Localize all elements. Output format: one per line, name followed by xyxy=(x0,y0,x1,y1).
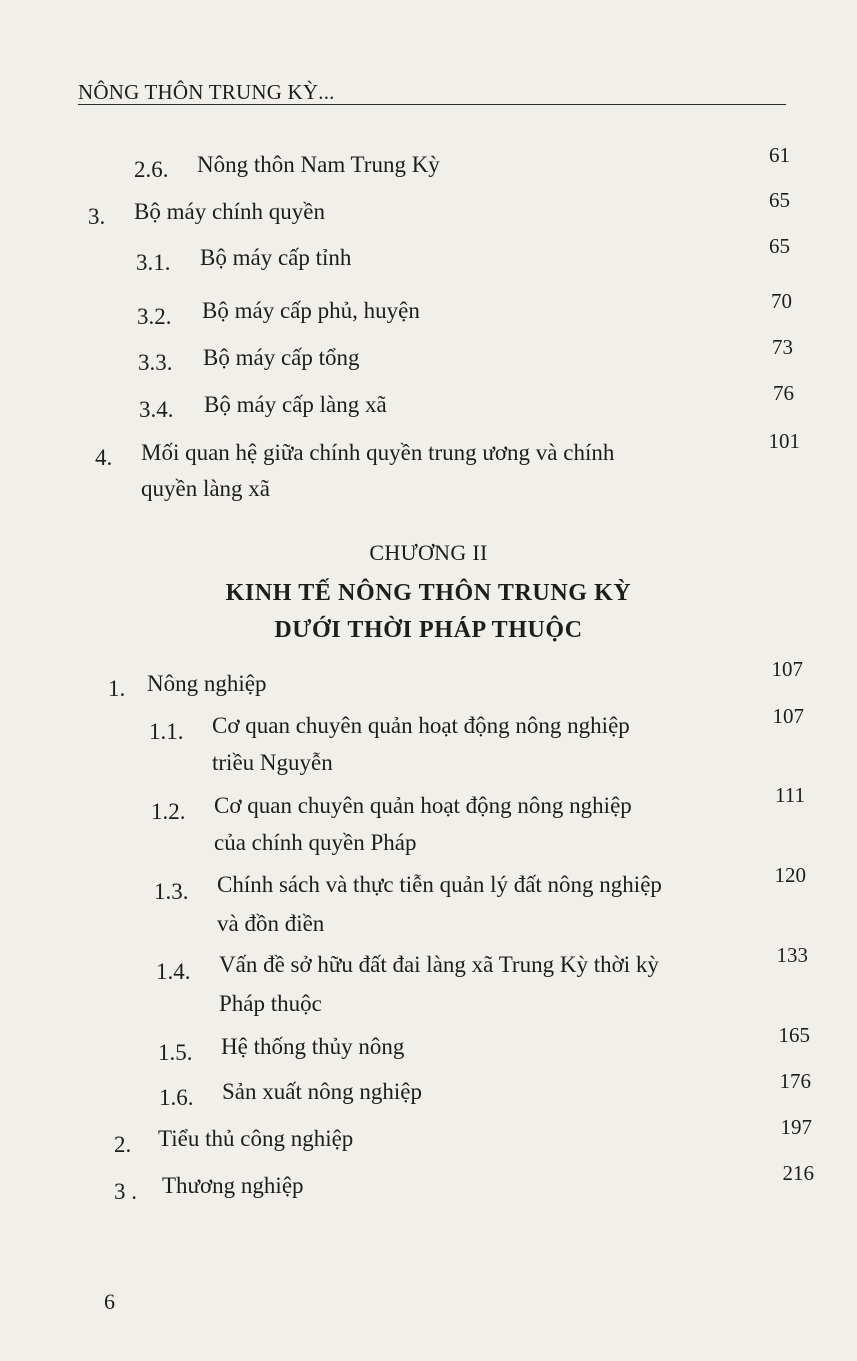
toc-entry-title: Cơ quan chuyên quản hoạt động nông nghiệp xyxy=(214,793,632,818)
toc-entry-number: 1.4. xyxy=(156,959,191,984)
toc-entry-page: 197 xyxy=(780,1115,812,1139)
toc-entry-title: Bộ máy chính quyền xyxy=(134,199,325,224)
toc-entry-title: Bộ máy cấp phủ, huyện xyxy=(202,298,420,323)
toc-entry-page: 107 xyxy=(772,704,804,728)
chapter-title-line-1: KINH TẾ NÔNG THÔN TRUNG KỲ xyxy=(225,580,632,606)
toc-entry-number: 3.2. xyxy=(137,304,172,329)
chapter-title-line-2: DƯỚI THỜI PHÁP THUỘC xyxy=(274,617,583,643)
toc-entry-number: 3. xyxy=(88,204,106,229)
toc-entry-title: Chính sách và thực tiễn quản lý đất nông nghiệp xyxy=(217,872,662,897)
toc-entry-title: Bộ máy cấp tổng xyxy=(203,345,360,370)
toc-entry-number: 3.3. xyxy=(138,350,173,375)
toc-entry-number: 1.6. xyxy=(159,1085,194,1110)
running-title: NÔNG THÔN TRUNG KỲ... xyxy=(78,80,335,104)
toc-entry-number: 2.6. xyxy=(134,157,169,182)
toc-entry-title: Nông thôn Nam Trung Kỳ xyxy=(197,152,440,177)
toc-entry-title: Cơ quan chuyên quản hoạt động nông nghiệp xyxy=(212,713,630,738)
toc-entry-page: 65 xyxy=(769,234,790,258)
chapter-label: CHƯƠNG II xyxy=(369,540,488,565)
running-header xyxy=(78,74,786,105)
toc-entry-number: 1.1. xyxy=(149,719,184,744)
toc-entry-page: 216 xyxy=(782,1161,814,1185)
toc-entry-title: Mối quan hệ giữa chính quyền trung ương và chính xyxy=(141,440,615,465)
toc-entry-title-continued: quyền làng xã xyxy=(141,476,271,501)
toc-entry-title: Sản xuất nông nghiệp xyxy=(222,1079,422,1104)
toc-entry-number: 3.1. xyxy=(136,250,171,275)
toc-entry-number: 3 . xyxy=(114,1179,137,1204)
toc-entry-title-continued: Pháp thuộc xyxy=(219,991,322,1016)
toc-entry-page: 165 xyxy=(778,1023,810,1047)
toc-entry-number: 2. xyxy=(114,1132,132,1157)
toc-entry-page: 133 xyxy=(776,943,808,967)
toc-entry-title: Nông nghiệp xyxy=(147,671,267,696)
toc-entry-number: 1.2. xyxy=(151,799,186,824)
toc-entry-title: Tiểu thủ công nghiệp xyxy=(158,1126,354,1151)
toc-entry-page: 61 xyxy=(769,143,790,167)
toc-entry-page: 70 xyxy=(771,289,792,313)
toc-entry-page: 176 xyxy=(779,1069,811,1093)
toc-entry-title: Thương nghiệp xyxy=(162,1173,304,1198)
toc-entry-title-continued: triều Nguyễn xyxy=(212,750,333,775)
toc-entry-title-continued: và đồn điền xyxy=(217,911,325,936)
toc-entry-page: 76 xyxy=(773,381,794,405)
toc-entry-title: Hệ thống thủy nông xyxy=(221,1034,405,1059)
toc-entry-number: 1.5. xyxy=(158,1040,193,1065)
toc-entry-page: 101 xyxy=(768,429,800,453)
toc-entry-page: 120 xyxy=(774,863,806,887)
toc-entry-page: 65 xyxy=(769,188,790,212)
toc-entry-page: 111 xyxy=(775,783,805,807)
toc-entry-number: 1.3. xyxy=(154,879,189,904)
toc-entry-title: Vấn đề sở hữu đất đai làng xã Trung Kỳ thời kỳ xyxy=(219,952,659,977)
toc-entry-title-continued: của chính quyền Pháp xyxy=(214,830,417,855)
toc-entry-page: 73 xyxy=(772,335,793,359)
toc-entry-number: 4. xyxy=(95,445,113,470)
toc-entry-title: Bộ máy cấp làng xã xyxy=(204,392,387,417)
toc-entry-page: 107 xyxy=(771,657,803,681)
page-number: 6 xyxy=(104,1289,115,1314)
toc-entry-number: 3.4. xyxy=(139,397,174,422)
toc-entry-title: Bộ máy cấp tỉnh xyxy=(200,245,352,270)
toc-entry-number: 1. xyxy=(108,676,126,701)
